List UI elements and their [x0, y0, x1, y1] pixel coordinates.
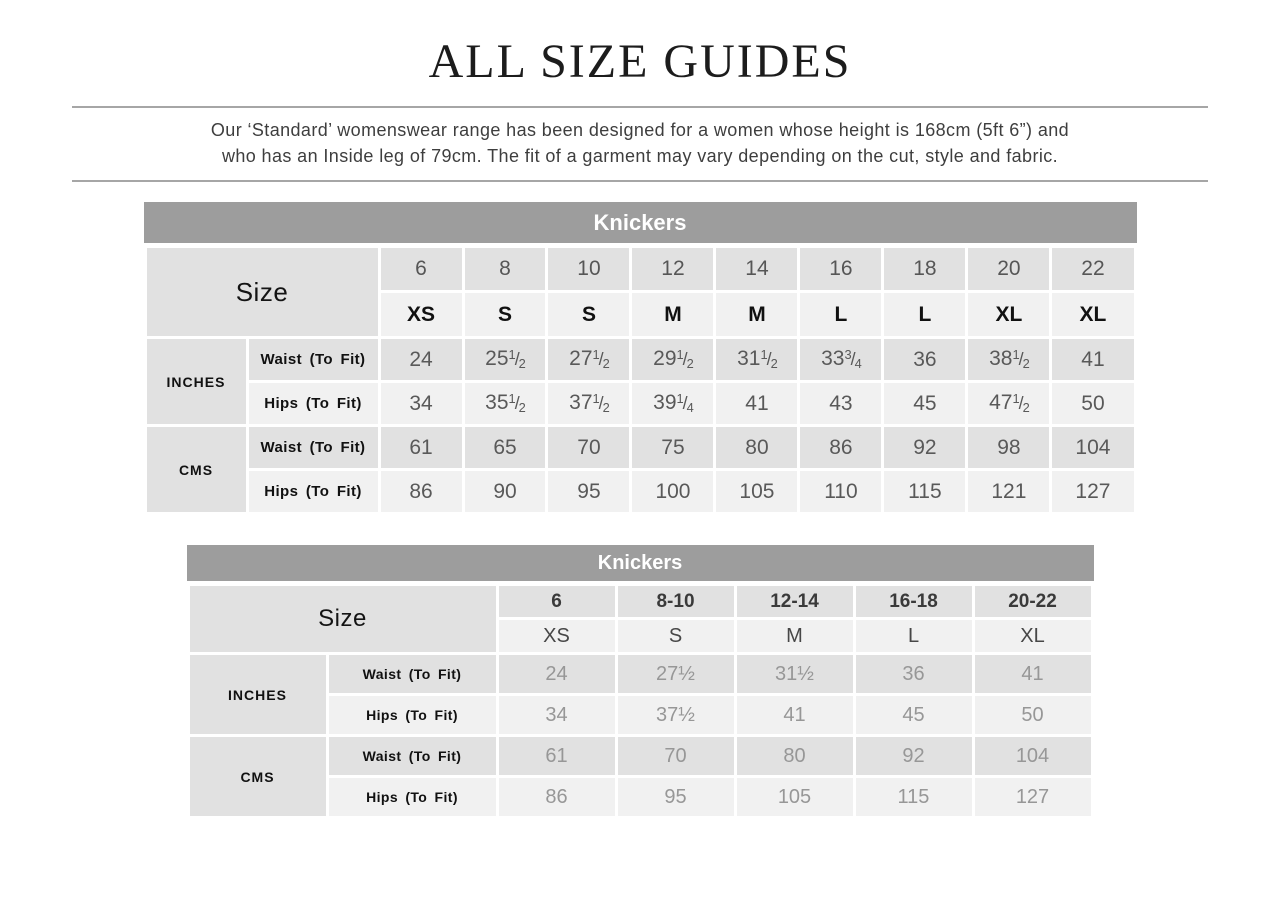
value-cell: 37½ — [616, 695, 735, 736]
value-cell: 104 — [1051, 426, 1135, 470]
size-letter-cell: L — [883, 292, 967, 338]
value-cell: 41 — [1051, 338, 1135, 382]
size-number-cell: 6 — [379, 247, 463, 292]
value-cell: 24 — [379, 338, 463, 382]
value-cell: 24 — [497, 654, 616, 695]
value-cell: $38^1/_2$ — [967, 338, 1051, 382]
size-letter-cell: S — [547, 292, 631, 338]
unit-label-cell: CMS — [145, 426, 247, 514]
value-cell: 121 — [967, 470, 1051, 514]
value-cell: $37^1/_2$ — [547, 382, 631, 426]
value-cell: 75 — [631, 426, 715, 470]
size-letter-cell: XL — [973, 619, 1092, 654]
value-cell: 90 — [463, 470, 547, 514]
value-cell: 98 — [967, 426, 1051, 470]
value-cell: $33^3/_4$ — [799, 338, 883, 382]
size-number-cell: 16 — [799, 247, 883, 292]
size-number-cell: 10 — [547, 247, 631, 292]
row-label-cell: Hips (To Fit) — [327, 777, 497, 818]
value-cell: 70 — [547, 426, 631, 470]
value-cell: 86 — [497, 777, 616, 818]
size-numbers-row — [188, 585, 1092, 619]
value-cell: 115 — [854, 777, 973, 818]
size-number-cell: 22 — [1051, 247, 1135, 292]
value-cell: 127 — [973, 777, 1092, 818]
value-cell: 105 — [735, 777, 854, 818]
table-title-bar: Knickers — [187, 545, 1094, 581]
size-number-cell: 20 — [967, 247, 1051, 292]
value-cell: $47^1/_2$ — [967, 382, 1051, 426]
row-label-cell: Hips (To Fit) — [247, 382, 379, 426]
row-label-cell: Waist (To Fit) — [327, 654, 497, 695]
value-cell: 115 — [883, 470, 967, 514]
size-number-cell: 8-10 — [616, 585, 735, 619]
measurement-row — [145, 338, 1135, 382]
value-cell: $25^1/_2$ — [463, 338, 547, 382]
value-cell: 41 — [735, 695, 854, 736]
knickers-size-table-standard — [144, 202, 1137, 515]
measurement-row — [145, 426, 1135, 470]
standard-range-description — [0, 108, 1280, 180]
size-letter-cell: XL — [1051, 292, 1135, 338]
row-label-cell: Hips (To Fit) — [247, 470, 379, 514]
value-cell: 104 — [973, 736, 1092, 777]
unit-label-cell: INCHES — [145, 338, 247, 426]
row-label-cell: Hips (To Fit) — [327, 695, 497, 736]
size-letter-cell: S — [463, 292, 547, 338]
row-label-cell: Waist (To Fit) — [247, 338, 379, 382]
value-cell: 34 — [379, 382, 463, 426]
size-number-cell: 6 — [497, 585, 616, 619]
value-cell: 86 — [379, 470, 463, 514]
value-cell: 45 — [883, 382, 967, 426]
page-title: ALL SIZE GUIDES — [428, 35, 852, 88]
value-cell: 110 — [799, 470, 883, 514]
size-letter-cell: M — [715, 292, 799, 338]
value-cell: 92 — [883, 426, 967, 470]
value-cell: 92 — [854, 736, 973, 777]
size-number-cell: 12-14 — [735, 585, 854, 619]
value-cell: 80 — [715, 426, 799, 470]
value-cell: $27^1/_2$ — [547, 338, 631, 382]
value-cell: 36 — [854, 654, 973, 695]
unit-label-cell: CMS — [188, 736, 327, 818]
size-letter-cell: L — [799, 292, 883, 338]
value-cell: 86 — [799, 426, 883, 470]
size-letter-cell: S — [616, 619, 735, 654]
size-letter-cell: M — [631, 292, 715, 338]
value-cell: 50 — [973, 695, 1092, 736]
divider-bottom — [72, 180, 1208, 182]
row-label-cell: Waist (To Fit) — [247, 426, 379, 470]
size-number-cell: 16-18 — [854, 585, 973, 619]
value-cell: 36 — [883, 338, 967, 382]
value-cell: 70 — [616, 736, 735, 777]
measurement-row — [145, 382, 1135, 426]
size-letter-cell: M — [735, 619, 854, 654]
table-title-bar: Knickers — [144, 202, 1137, 243]
value-cell: 100 — [631, 470, 715, 514]
value-cell: $29^1/_2$ — [631, 338, 715, 382]
size-number-cell: 14 — [715, 247, 799, 292]
size-numbers-row — [145, 247, 1135, 292]
value-cell: 34 — [497, 695, 616, 736]
size-letter-cell: XL — [967, 292, 1051, 338]
size-letter-cell: XS — [379, 292, 463, 338]
value-cell: 127 — [1051, 470, 1135, 514]
value-cell: 105 — [715, 470, 799, 514]
description-line-1: Our ‘Standard’ womenswear range has been designed for a women whose height is 168cm (5ft 6”) and — [210, 120, 1070, 140]
value-cell: $35^1/_2$ — [463, 382, 547, 426]
value-cell: 41 — [973, 654, 1092, 695]
value-cell: $39^1/_4$ — [631, 382, 715, 426]
size-number-cell: 18 — [883, 247, 967, 292]
value-cell: 95 — [547, 470, 631, 514]
knickers-size-table-combined — [187, 545, 1094, 819]
value-cell: 43 — [799, 382, 883, 426]
value-cell: 65 — [463, 426, 547, 470]
value-cell: 41 — [715, 382, 799, 426]
size-number-cell: 8 — [463, 247, 547, 292]
description-line-2: who has an Inside leg of 79cm. The fit of a garment may vary depending on the cut, style and fabric. — [221, 146, 1059, 166]
value-cell: 61 — [497, 736, 616, 777]
measurement-row — [188, 654, 1092, 695]
size-grid-standard — [144, 245, 1137, 515]
size-number-cell: 12 — [631, 247, 715, 292]
size-number-cell: 20-22 — [973, 585, 1092, 619]
unit-label-cell: INCHES — [188, 654, 327, 736]
value-cell: 27½ — [616, 654, 735, 695]
value-cell: 50 — [1051, 382, 1135, 426]
value-cell: 61 — [379, 426, 463, 470]
value-cell: $31^1/_2$ — [715, 338, 799, 382]
size-letter-cell: L — [854, 619, 973, 654]
size-header-cell: Size — [145, 247, 379, 338]
measurement-row — [145, 470, 1135, 514]
value-cell: 80 — [735, 736, 854, 777]
value-cell: 31½ — [735, 654, 854, 695]
size-letter-cell: XS — [497, 619, 616, 654]
measurement-row — [188, 736, 1092, 777]
value-cell: 95 — [616, 777, 735, 818]
size-grid-combined — [187, 583, 1094, 819]
value-cell: 45 — [854, 695, 973, 736]
size-header-cell: Size — [188, 585, 497, 654]
row-label-cell: Waist (To Fit) — [327, 736, 497, 777]
